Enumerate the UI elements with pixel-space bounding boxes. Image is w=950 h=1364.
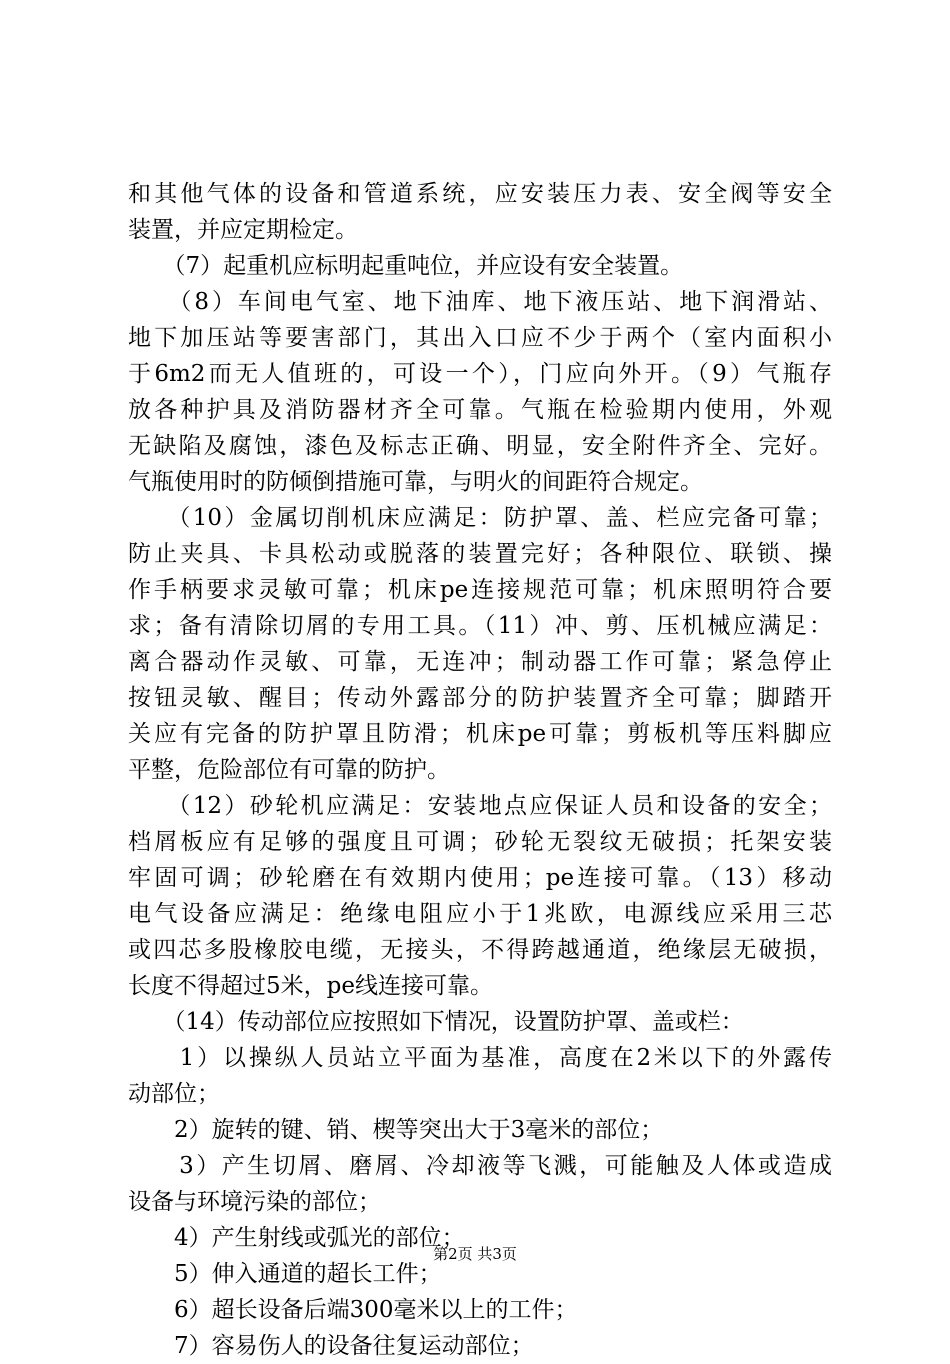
text-line: 无缺陷及腐蚀，漆色及标志正确、明显，安全附件齐全、完好。 [128, 433, 832, 459]
text-line: 防止夹具、卡具松动或脱落的装置完好；各种限位、联锁、操 [128, 541, 832, 567]
text-line: 离合器动作灵敏、可靠，无连冲；制动器工作可靠；紧急停止 [128, 649, 832, 675]
text-line: 放各种护具及消防器材齐全可靠。气瓶在检验期内使用，外观 [128, 397, 832, 423]
text-line: 1）以操纵人员站立平面为基准，高度在2米以下的外露传 [128, 1045, 832, 1071]
text-line: 6）超长设备后端300毫米以上的工件； [128, 1297, 578, 1323]
text-line: （12）砂轮机应满足：安装地点应保证人员和设备的安全； [128, 793, 832, 819]
text-line: 长度不得超过5米，pe线连接可靠。 [128, 973, 493, 999]
text-line: 4）产生射线或弧光的部位； [128, 1225, 465, 1251]
text-line: （8）车间电气室、地下油库、地下液压站、地下润滑站、 [128, 289, 832, 315]
text-line: 作手柄要求灵敏可靠；机床pe连接规范可靠；机床照明符合要 [128, 577, 832, 603]
text-line: 装置，并应定期检定。 [128, 217, 358, 243]
text-line: 2）旋转的键、销、楔等突出大于3毫米的部位； [128, 1117, 664, 1143]
text-line: 地下加压站等要害部门，其出入口应不少于两个（室内面积小 [128, 325, 832, 351]
text-line: 牢固可调；砂轮磨在有效期内使用；pe连接可靠。（13）移动 [128, 865, 832, 891]
text-line: 按钮灵敏、醒目；传动外露部分的防护装置齐全可靠；脚踏开 [128, 685, 832, 711]
text-line: 平整，危险部位有可靠的防护。 [128, 757, 450, 783]
text-line: （7）起重机应标明起重吨位，并应设有安全装置。 [128, 253, 684, 279]
text-line: 求；备有清除切屑的专用工具。（11）冲、剪、压机械应满足： [128, 613, 832, 639]
text-line: 5）伸入通道的超长工件； [128, 1261, 442, 1287]
text-line: 3）产生切屑、磨屑、冷却液等飞溅，可能触及人体或造成 [128, 1153, 832, 1179]
text-line: 动部位； [128, 1081, 220, 1107]
text-line: 和其他气体的设备和管道系统，应安装压力表、安全阀等安全 [128, 181, 832, 207]
page-footer: 第2页 共3页 [433, 1245, 517, 1263]
body-text [128, 176, 832, 1364]
text-line: 7）容易伤人的设备往复运动部位； [128, 1333, 534, 1359]
text-line: 电气设备应满足：绝缘电阻应小于1兆欧，电源线应采用三芯 [128, 901, 832, 927]
text-line: 关应有完备的防护罩且防滑；机床pe可靠；剪板机等压料脚应 [128, 721, 832, 747]
text-line: 或四芯多股橡胶电缆，无接头，不得跨越通道，绝缘层无破损， [128, 937, 832, 963]
text-line: 设备与环境污染的部位； [128, 1189, 381, 1215]
text-line: 档屑板应有足够的强度且可调；砂轮无裂纹无破损；托架安装 [128, 829, 832, 855]
text-line: 于6m2而无人值班的，可设一个），门应向外开。（9）气瓶存 [128, 361, 832, 387]
text-line: （14）传动部位应按照如下情况，设置防护罩、盖或栏： [128, 1009, 744, 1035]
text-line: （10）金属切削机床应满足：防护罩、盖、栏应完备可靠； [128, 505, 832, 531]
text-line: 气瓶使用时的防倾倒措施可靠，与明火的间距符合规定。 [128, 469, 703, 495]
